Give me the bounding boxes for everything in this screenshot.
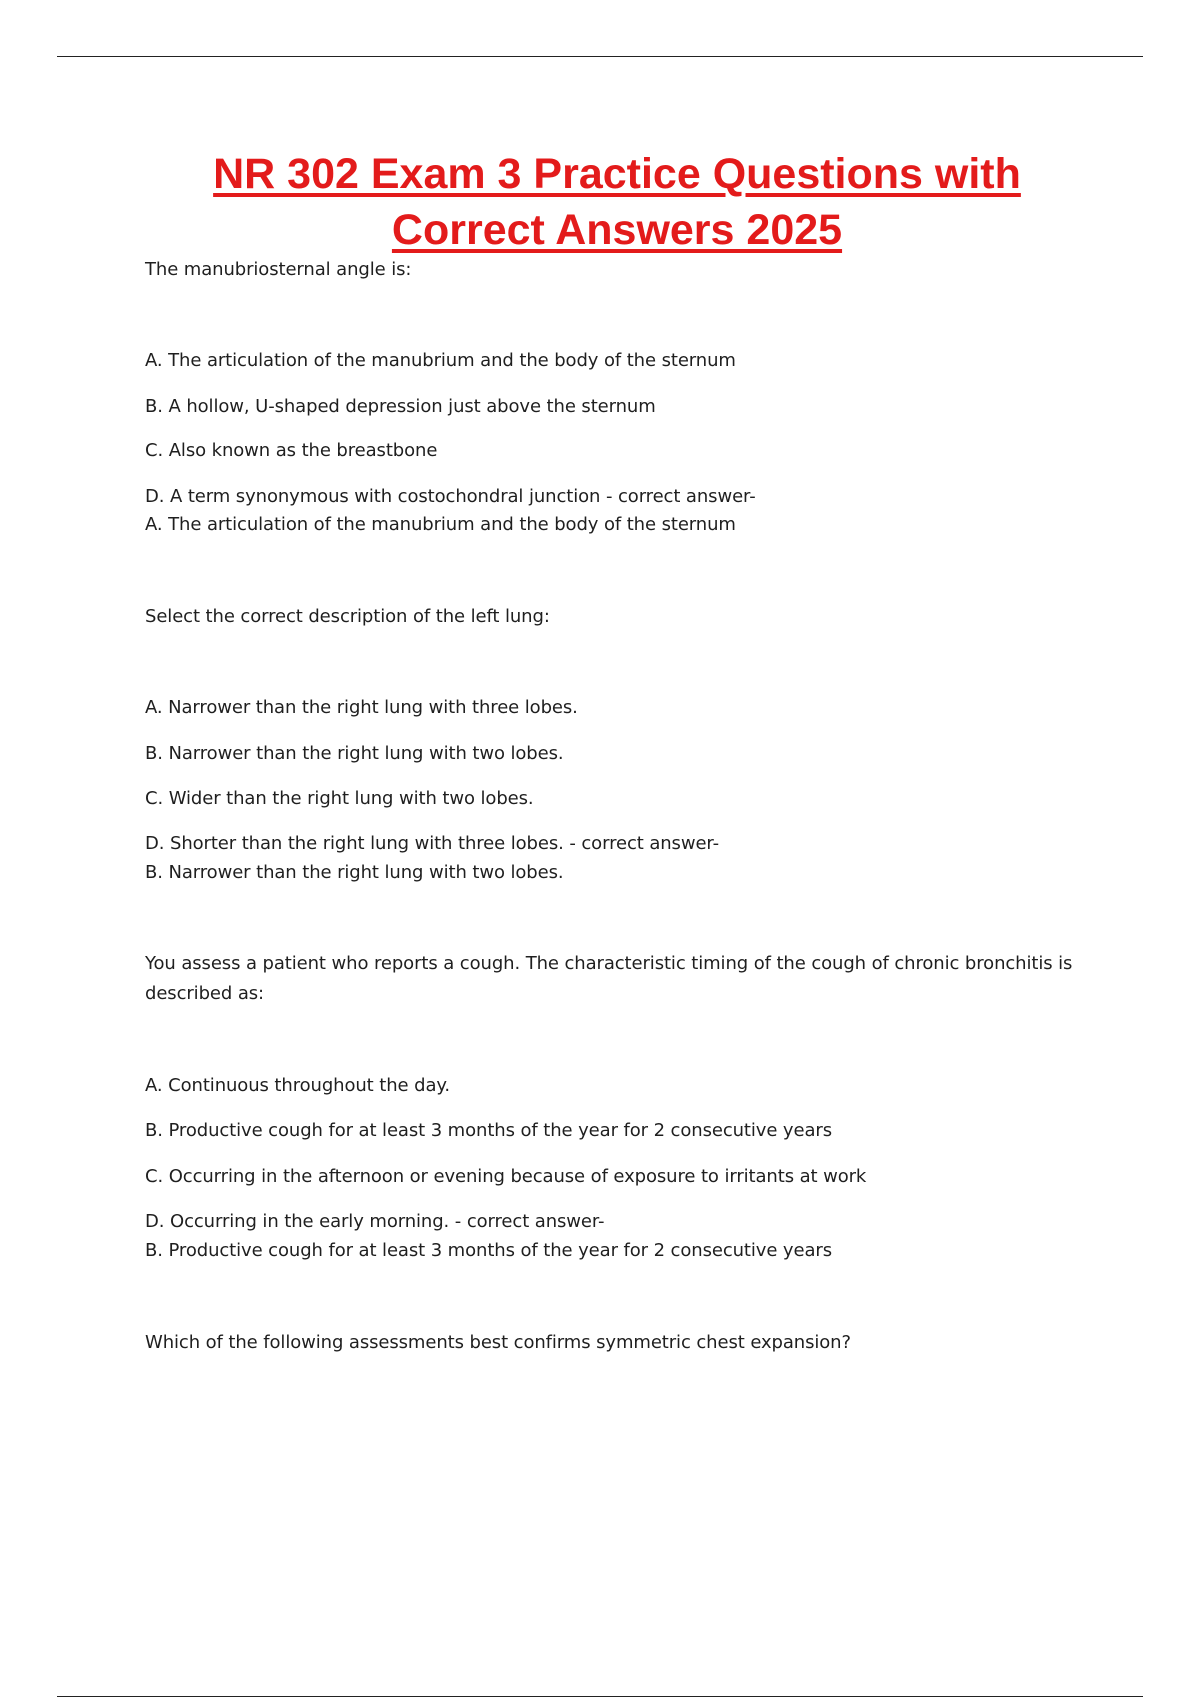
question-3-option-a: A. Continuous throughout the day. — [145, 1075, 450, 1096]
question-3-option-b: B. Productive cough for at least 3 months of the year for 2 consecutive years — [145, 1120, 832, 1141]
question-2-option-a: A. Narrower than the right lung with three lobes. — [145, 697, 578, 718]
question-2-option-b: B. Narrower than the right lung with two lobes. — [145, 743, 564, 764]
question-2-option-d: D. Shorter than the right lung with three lobes. - correct answer- — [145, 833, 719, 854]
question-3-answer: B. Productive cough for at least 3 months of the year for 2 consecutive years — [145, 1240, 832, 1261]
question-1-option-d: D. A term synonymous with costochondral junction - correct answer- — [145, 486, 756, 507]
title-line-2: Correct Answers 2025 — [391, 206, 843, 254]
question-3-option-c: C. Occurring in the afternoon or evening because of exposure to irritants at work — [145, 1166, 867, 1187]
question-1-option-a: A. The articulation of the manubrium and the body of the sternum — [145, 350, 736, 371]
question-2-answer: B. Narrower than the right lung with two lobes. — [145, 862, 564, 883]
question-1-answer: A. The articulation of the manubrium and the body of the sternum — [145, 514, 736, 535]
question-2-option-c: C. Wider than the right lung with two lobes. — [145, 788, 534, 809]
document-title — [60, 146, 1174, 258]
question-1-option-c: C. Also known as the breastbone — [145, 440, 438, 461]
footer-rule — [57, 1696, 1143, 1697]
question-1-option-b: B. A hollow, U-shaped depression just above the sternum — [145, 396, 656, 417]
question-2-prompt: Select the correct description of the left lung: — [145, 606, 550, 627]
question-4-prompt: Which of the following assessments best confirms symmetric chest expansion? — [145, 1332, 851, 1353]
header-rule — [57, 56, 1143, 57]
question-3-prompt: You assess a patient who reports a cough. The characteristic timing of the cough of chronic bronchitis is described as: — [145, 953, 1073, 1004]
question-3-option-d: D. Occurring in the early morning. - correct answer- — [145, 1211, 605, 1232]
title-line-1: NR 302 Exam 3 Practice Questions with — [213, 150, 1021, 198]
question-1-prompt: The manubriosternal angle is: — [145, 259, 412, 280]
